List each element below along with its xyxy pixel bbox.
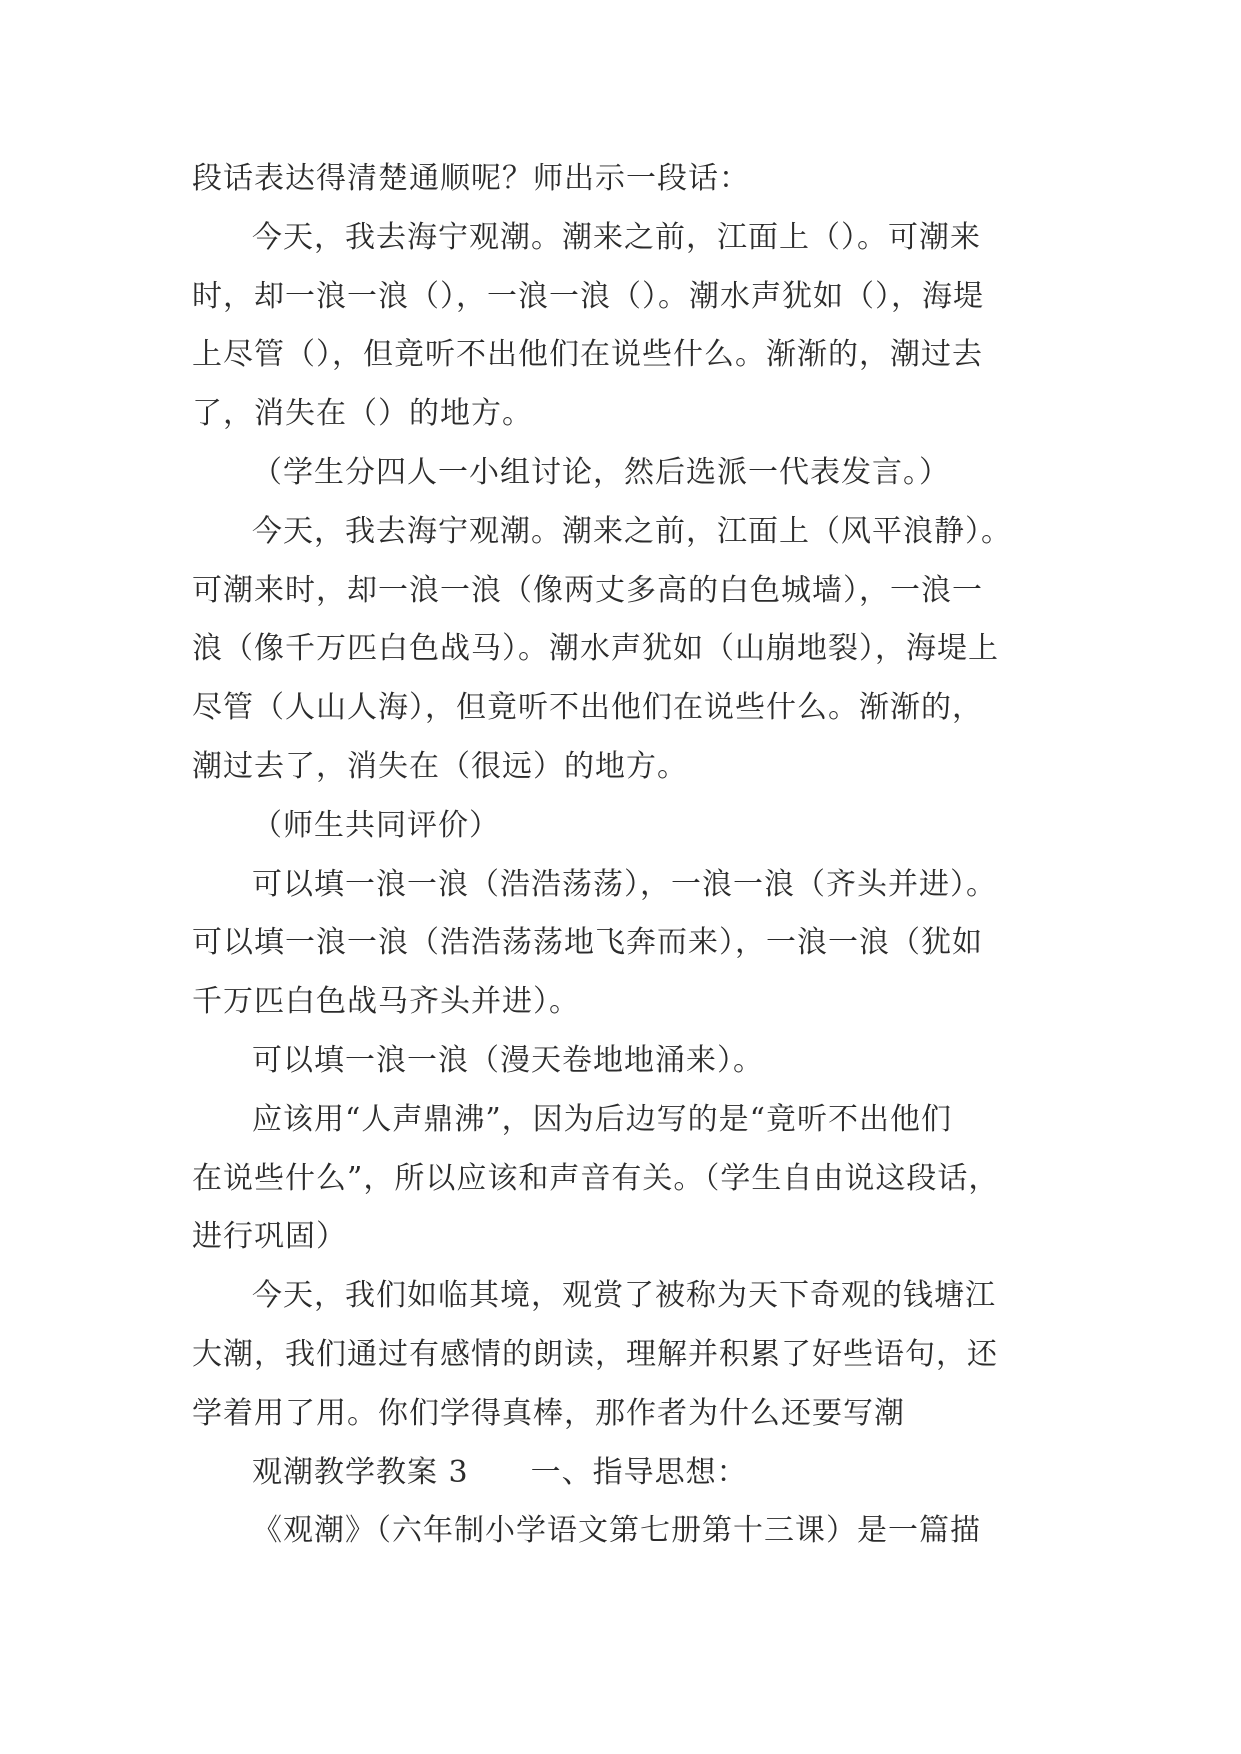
text-line: 大潮，我们通过有感情的朗读，理解并积累了好些语句，还	[192, 1336, 998, 1372]
text-line: 进行巩固）	[192, 1219, 347, 1255]
text-line: 今天，我们如临其境，观赏了被称为天下奇观的钱塘江	[252, 1278, 996, 1314]
text-line: 今天，我去海宁观潮。潮来之前，江面上（）。可潮来	[252, 219, 981, 255]
text-line: 上尽管（），但竟听不出他们在说些什么。渐渐的，潮过去	[192, 337, 983, 373]
document-body	[192, 150, 1072, 1561]
text-line: 今天，我去海宁观潮。潮来之前，江面上（风平浪静）。	[252, 513, 1012, 549]
text-line: 可以填一浪一浪（浩浩荡荡地飞奔而来），一浪一浪（犹如	[192, 925, 983, 961]
text-line: 浪（像千万匹白色战马）。潮水声犹如（山崩地裂），海堤上	[192, 631, 999, 667]
text-line: （学生分四人一小组讨论，然后选派一代表发言。）	[252, 454, 950, 490]
text-line: 时，却一浪一浪（），一浪一浪（）。潮水声犹如（），海堤	[192, 278, 984, 314]
text-line: 可以填一浪一浪（漫天卷地地涌来）。	[252, 1042, 764, 1078]
text-line: （师生共同评价）	[252, 807, 500, 843]
text-line: 尽管（人山人海），但竟听不出他们在说些什么。渐渐的，	[192, 690, 983, 726]
text-line: 潮过去了，消失在（很远）的地方。	[192, 748, 688, 784]
text-line: 观潮教学教案 3 一、指导思想：	[252, 1454, 748, 1490]
text-line: 《观潮》（六年制小学语文第七册第十三课）是一篇描	[252, 1513, 981, 1549]
text-line: 应该用“人声鼎沸”，因为后边写的是“竟听不出他们	[252, 1101, 953, 1137]
text-line: 可以填一浪一浪（浩浩荡荡），一浪一浪（齐头并进）。	[252, 866, 997, 902]
text-line: 了，消失在（）的地方。	[192, 396, 533, 432]
text-line: 学着用了用。你们学得真棒，那作者为什么还要写潮	[192, 1395, 905, 1431]
text-line: 可潮来时，却一浪一浪（像两丈多高的白色城墙），一浪一	[192, 572, 983, 608]
text-line: 在说些什么”，所以应该和声音有关。（学生自由说这段话，	[192, 1160, 1000, 1196]
text-line: 千万匹白色战马齐头并进）。	[192, 984, 580, 1020]
text-line: 段话表达得清楚通顺呢？师出示一段话：	[192, 161, 750, 196]
